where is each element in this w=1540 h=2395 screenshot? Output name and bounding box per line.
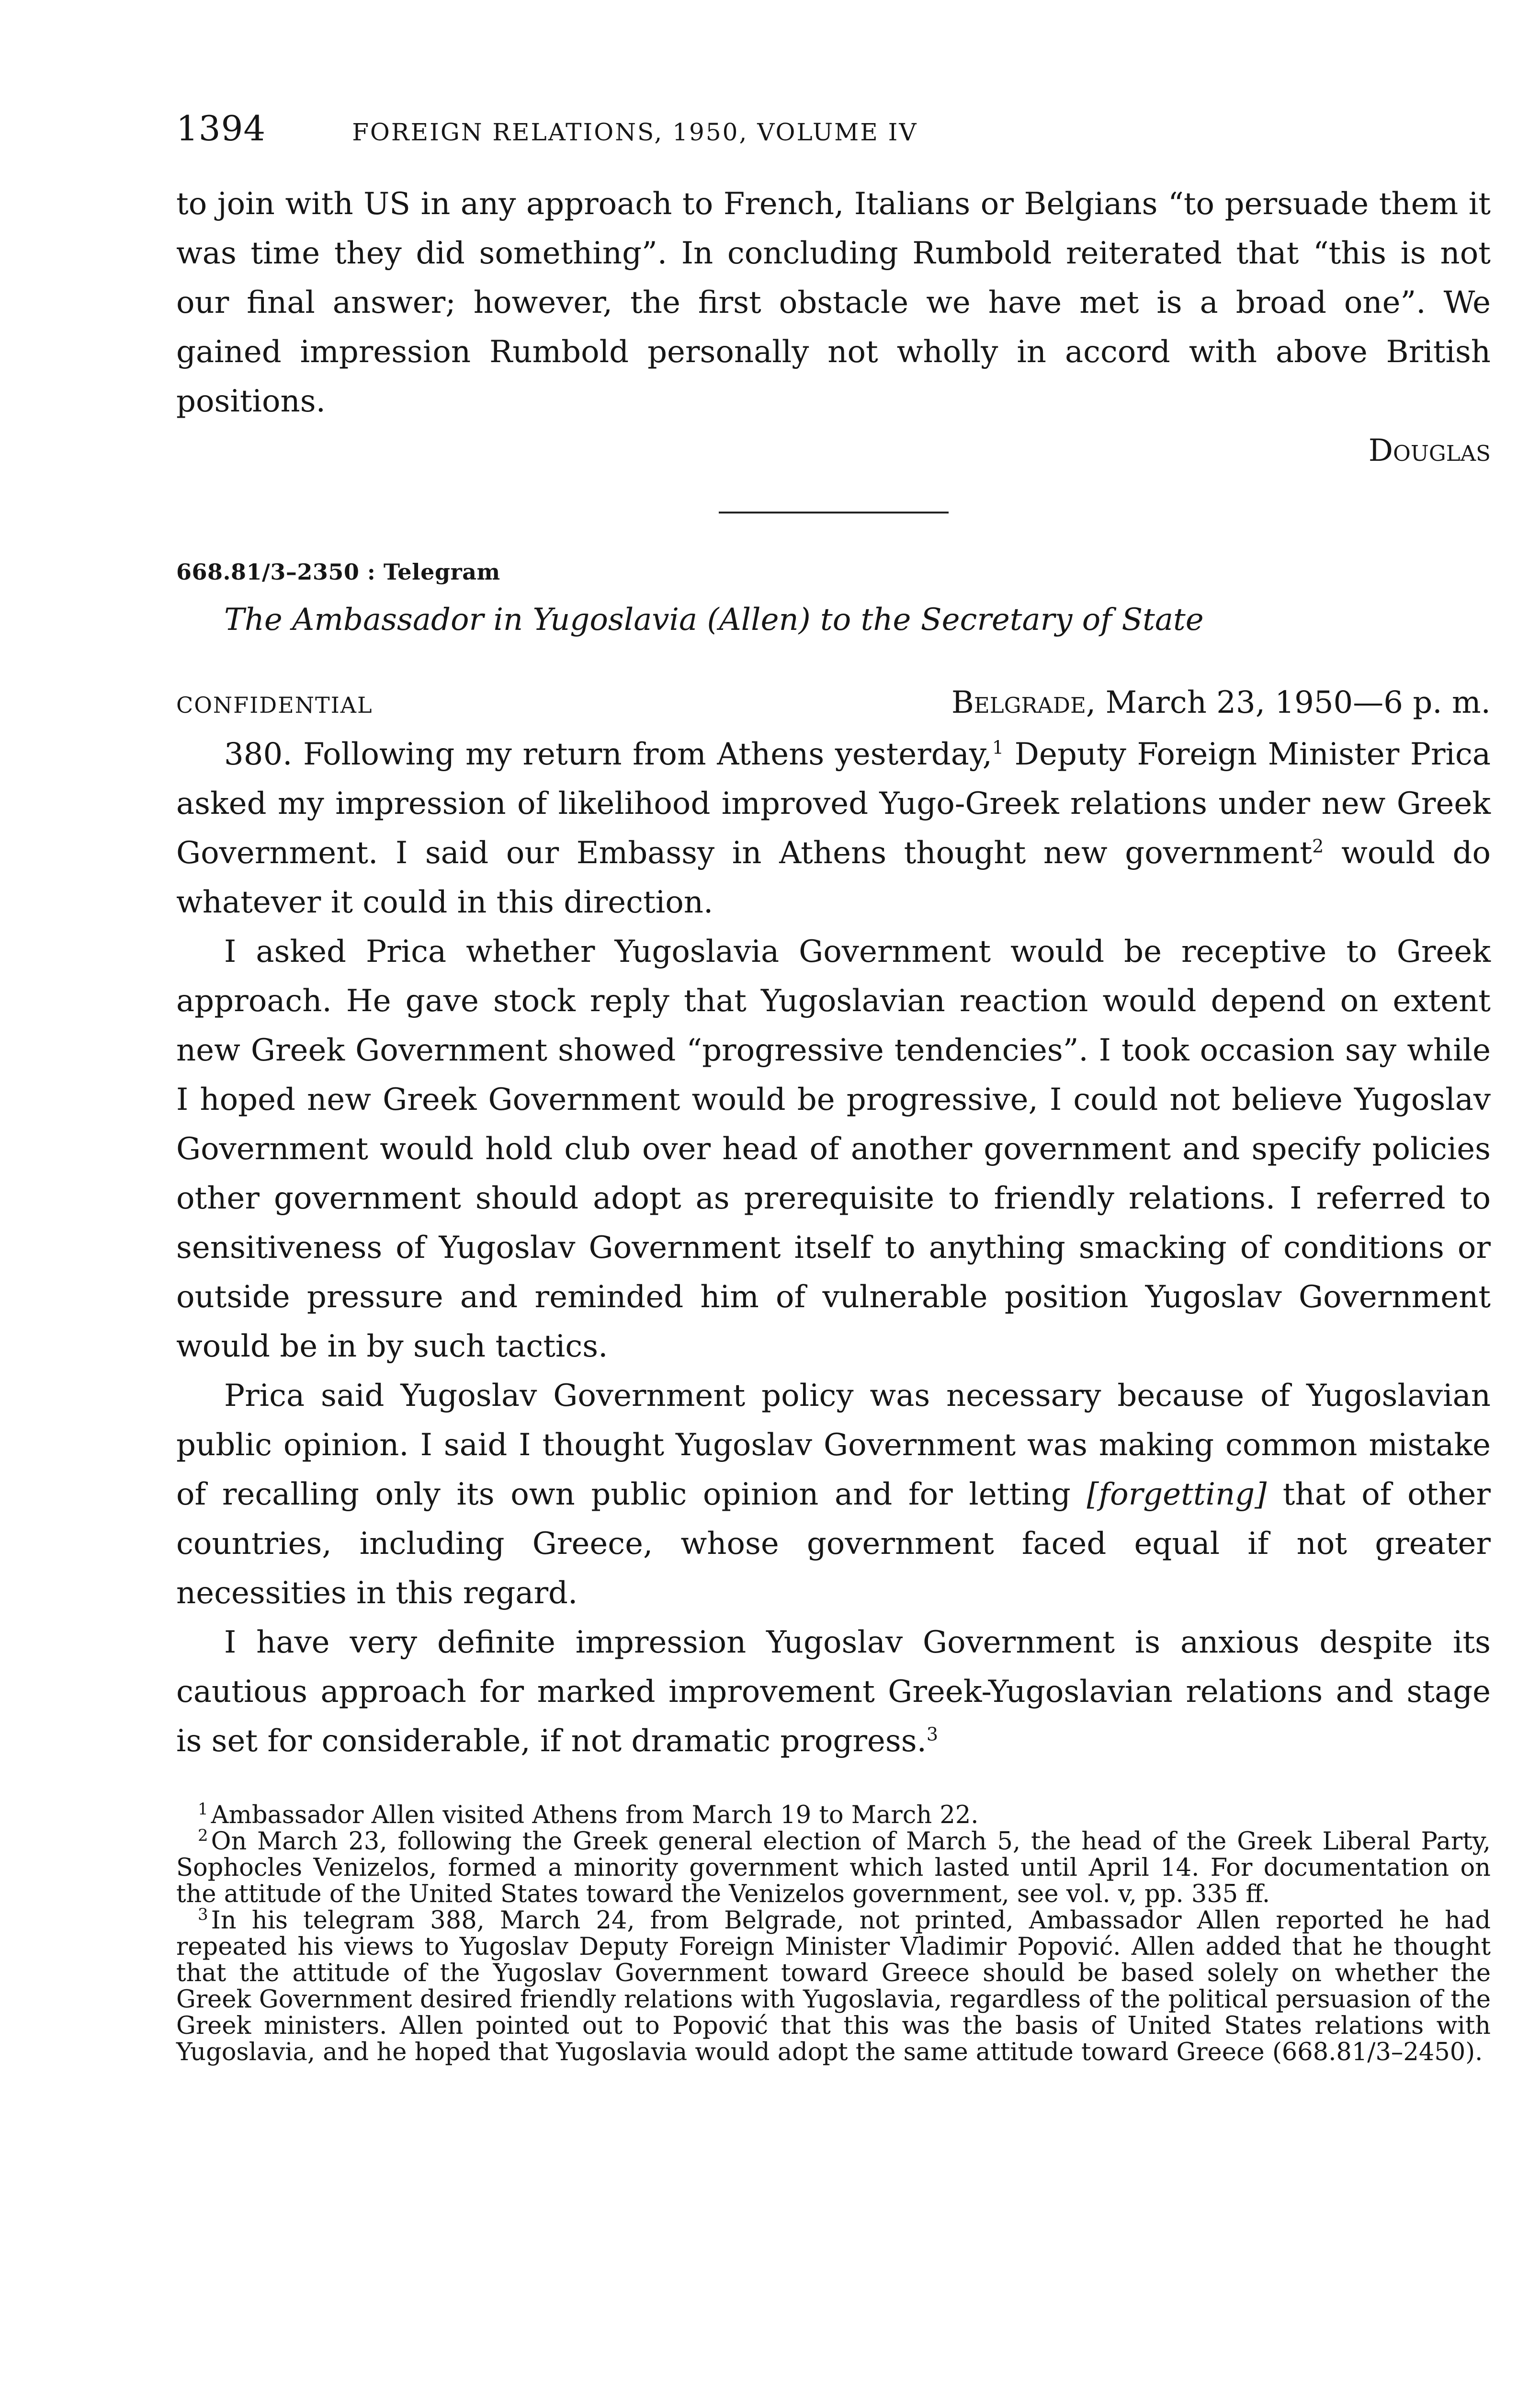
footnote-text: In his telegram 388, March 24, from Belgrade, not printed, Ambassador Allen reported he had repeated his views to Yugoslav Deputy Foreign Minister Vladimir Popović. Allen added that he thought that the attitude of the Yugoslav Government toward Greece should be based solely on whether the Greek Government desired friendly relations with Yugoslavia, regardless of the political persuasion of the Greek ministers. Allen pointed out to Popović that this was the basis of United States relations with Yugoslavia, and he hoped that Yugoslavia would adopt the same attitude toward Greece (668.81/3–2450). xyxy=(176,1906,1491,2066)
footnote-marker: 3 xyxy=(198,1905,208,1924)
footnote-marker: 2 xyxy=(198,1826,208,1845)
footnote-ref-2[interactable]: 2 xyxy=(1312,835,1324,857)
footnote-ref-3[interactable]: 3 xyxy=(926,1723,939,1745)
page-header xyxy=(176,108,1491,148)
body-paragraph-4 xyxy=(176,1618,1491,1766)
body-paragraph-3 xyxy=(176,1371,1491,1618)
footnote-text: On March 23, following the Greek general election of March 5, the head of the Greek Liberal Party, Sophocles Venizelos, formed a minority government which lasted until April 14. For documentation on the attitude of the United States toward the Venizelos government, see vol. v, pp. 335 ff. xyxy=(176,1827,1491,1908)
paragraph-text: Prica said Yugoslav Government policy was necessary because of Yugoslavian public opinion. I said I thought Yugoslav Government was making common mistake of recalling only its own public opinion and for letting xyxy=(176,1378,1491,1512)
classification-label: CONFIDENTIAL xyxy=(176,692,373,718)
footnotes xyxy=(176,1802,1491,2065)
date: March 23, 1950—6 p. m. xyxy=(1105,685,1491,720)
paragraph-text: I have very definite impression Yugoslav Government is anxious despite its cautious approach for marked improvement Greek-Yugoslavian relations and stage is set for considerable, if not dramatic progress. xyxy=(176,1625,1491,1759)
document-title: The Ambassador in Yugoslavia (Allen) to the Secretary of State xyxy=(224,602,1204,638)
footnote-text: Ambassador Allen visited Athens from March 19 to March 22. xyxy=(211,1801,979,1829)
file-reference: 668.81/3–2350 : Telegram xyxy=(176,559,500,585)
footnote-1 xyxy=(176,1802,1491,1828)
paragraph-text: would do whatever it could in this direction. xyxy=(176,835,1491,920)
page-number: 1394 xyxy=(176,108,266,148)
footnote-2 xyxy=(176,1828,1491,1907)
paragraph-text: that of other countries, including Greece, whose government faced equal if not greater necessities in this regard. xyxy=(176,1477,1491,1611)
place: Belgrade, xyxy=(951,685,1096,720)
paragraph-text: Deputy Foreign Minister Prica asked my impression of likelihood improved Yugo-Greek relations under new Greek Government. I said our Embassy in Athens thought new government xyxy=(176,737,1491,871)
section-divider xyxy=(719,512,949,513)
footnote-ref-1[interactable]: 1 xyxy=(992,737,1004,758)
footnote-marker: 1 xyxy=(198,1800,208,1819)
body-paragraph-2: I asked Prica whether Yugoslavia Government would be receptive to Greek approach. He gave stock reply that Yugoslavian reaction would depend on extent new Greek Government showed “progressive tendencies”. I took occasion say while I hoped new Greek Government would be progressive, I could not believe Yugoslav Government would hold club over head of another government and specify policies other government should adopt as prerequisite to friendly relations. I referred to sensitiveness of Yugoslav Government itself to anything smacking of conditions or outside pressure and reminded him of vulnerable position Yugoslav Government would be in by such tactics. xyxy=(176,934,1491,1364)
signature: Douglas xyxy=(1368,433,1491,468)
dateline xyxy=(176,678,1491,730)
place-date xyxy=(951,678,1491,728)
editorial-insertion: [forgetting] xyxy=(1087,1477,1267,1512)
continuation-paragraph: to join with US in any approach to French, Italians or Belgians “to persuade them it was time they did something”. In concluding Rumbold reiterated that “this is not our final answer; however, the first obstacle we have met is a broad one”. We gained impression Rumbold personally not wholly in accord with above British positions. xyxy=(176,186,1491,419)
running-head: FOREIGN RELATIONS, 1950, VOLUME IV xyxy=(352,118,918,146)
footnote-3 xyxy=(176,1907,1491,2065)
paragraph-text: 380. Following my return from Athens yesterday, xyxy=(224,737,992,772)
document-page xyxy=(176,108,1491,2066)
body-paragraph-1 xyxy=(176,730,1491,927)
